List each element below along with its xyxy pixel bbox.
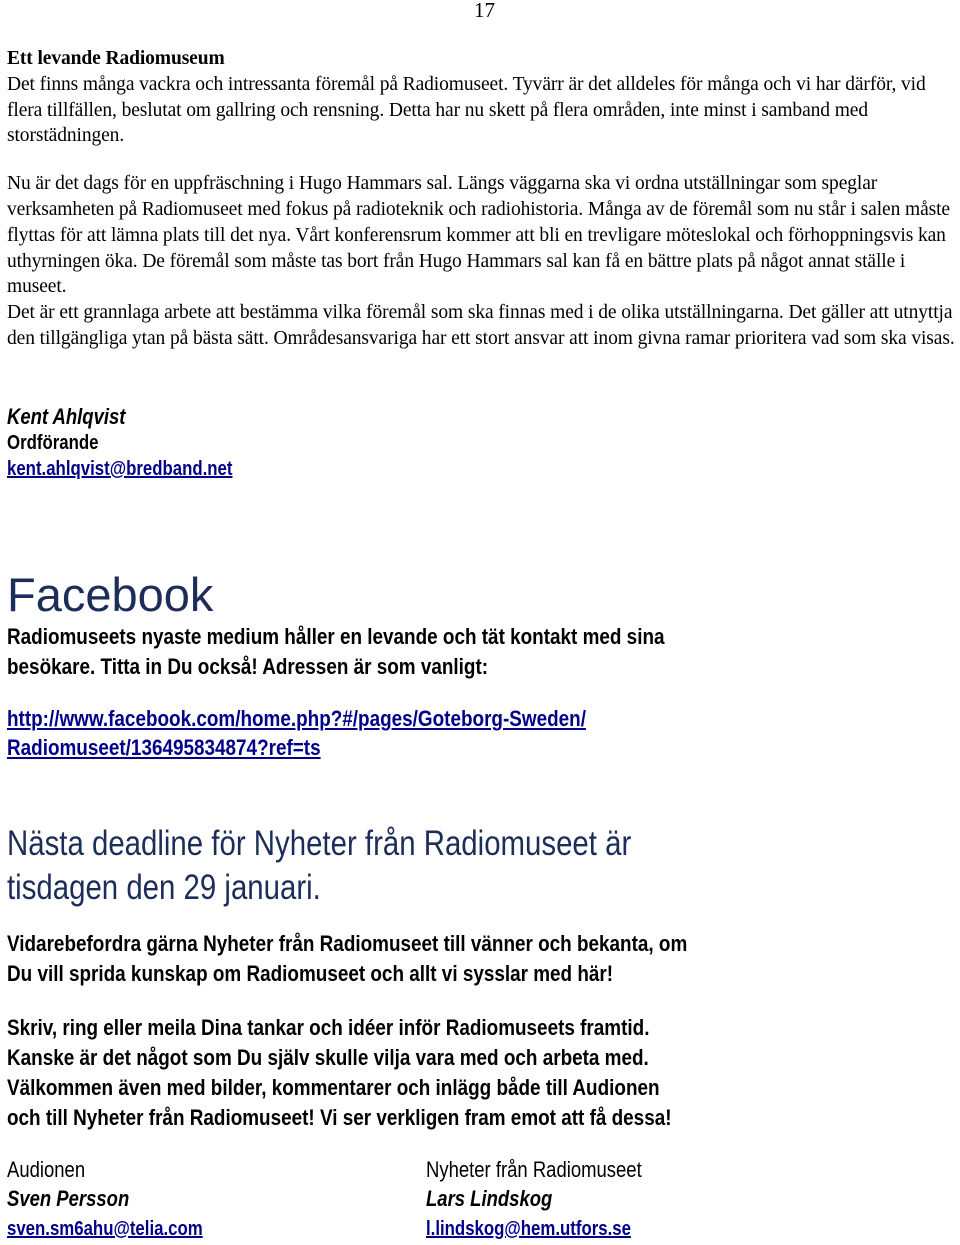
facebook-heading: Facebook: [7, 568, 214, 621]
article-paragraph-3: Det är ett grannlaga arbete att bestämma vilka föremål som ska finnas med i de olika utställningarna. Det gäller att utnyttja den tillgängliga ytan på bästa sätt. Områdesansvariga har ett stort ansvar att inom givna ramar prioritera vad som ska visas.: [7, 302, 955, 349]
invite-line-4: och till Nyheter från Radiomuseet! Vi ser verkligen fram emot att få dessa!: [7, 1105, 672, 1130]
museum-article: [7, 46, 957, 352]
article-paragraph-2: Nu är det dags för en uppfräschning i Hugo Hammars sal. Längs väggarna ska vi ordna utställningar som speglar verksamheten på Radiomuseet med fokus på radioteknik och radiohistoria. Många av de föremål som nu står i salen måste flyttas för att lämna plats till det nya. Vårt konferensrum kommer att bli en trevligare möteslokal och förhoppningsvis kan uthyrningen öka. De föremål som måste tas bort från Hugo Hammars sal kan få en bättre plats på något annat ställe i museet.: [7, 173, 950, 298]
page-number: 17: [474, 0, 495, 22]
signature-block: [7, 404, 275, 482]
signature-name: Kent Ahlqvist: [7, 404, 126, 429]
contact-audionen: [7, 1155, 427, 1244]
invite-text: [7, 1013, 798, 1133]
article-paragraph-1: Det finns många vackra och intressanta föremål på Radiomuseet. Tyvärr är det alldeles för många och vi har därför, vid flera tillfällen, beslutat om gallring och rensning. Detta har nu skett på flera områden, inte minst i samband med storstädningen.: [7, 73, 926, 147]
deadline-line-2: tisdagen den 29 januari.: [7, 868, 321, 907]
share-line-1: Vidarebefordra gärna Nyheter från Radiomuseet till vänner och bekanta, om: [7, 931, 688, 956]
facebook-url: [7, 704, 696, 762]
deadline-line-1: Nästa deadline för Nyheter från Radiomuseet är: [7, 824, 632, 863]
share-text: [7, 929, 817, 989]
invite-line-3: Välkommen även med bilder, kommentarer och inlägg både till Audionen: [7, 1075, 660, 1100]
facebook-text: [7, 622, 790, 682]
deadline-heading: [7, 822, 750, 910]
contact-email-link[interactable]: l.lindskog@hem.utfors.se: [426, 1218, 631, 1240]
signature-email-link[interactable]: kent.ahlqvist@bredband.net: [7, 458, 233, 480]
article-title: Ett levande Radiomuseum: [7, 48, 225, 69]
facebook-url-link-2[interactable]: Radiomuseet/136495834874?ref=ts: [7, 735, 321, 760]
facebook-line-1: Radiomuseets nyaste medium håller en levande och tät kontakt med sina: [7, 624, 665, 649]
invite-line-2: Kanske är det något som Du själv skulle vilja vara med och arbeta med.: [7, 1045, 649, 1070]
contact-editor: Lars Lindskog: [426, 1186, 553, 1211]
facebook-url-link-1[interactable]: http://www.facebook.com/home.php?#/pages/Goteborg-Sweden/: [7, 706, 586, 731]
contact-nyheter: [426, 1155, 846, 1244]
contacts: [7, 1155, 947, 1245]
signature-role: Ordförande: [7, 432, 99, 454]
contact-publication: Audionen: [7, 1157, 86, 1182]
invite-line-1: Skriv, ring eller meila Dina tankar och idéer inför Radiomuseets framtid.: [7, 1015, 650, 1040]
contact-publication: Nyheter från Radiomuseet: [426, 1157, 642, 1182]
facebook-line-2: besökare. Titta in Du också! Adressen är som vanligt:: [7, 654, 489, 679]
contact-email-link[interactable]: sven.sm6ahu@telia.com: [7, 1218, 203, 1240]
contact-editor: Sven Persson: [7, 1186, 130, 1211]
share-line-2: Du vill sprida kunskap om Radiomuseet och allt vi sysslar med här!: [7, 961, 614, 986]
